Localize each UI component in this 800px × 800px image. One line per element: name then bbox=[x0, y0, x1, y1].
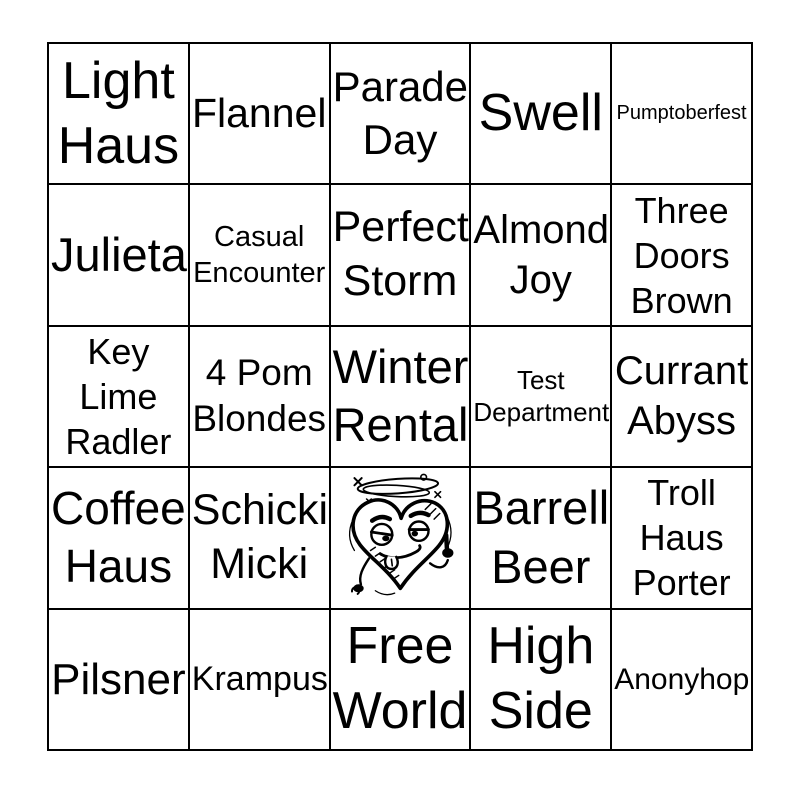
bingo-cell-r3c1[interactable] bbox=[190, 468, 329, 607]
bingo-cell-r3c0[interactable] bbox=[49, 468, 188, 607]
bingo-card bbox=[47, 42, 753, 751]
bingo-cell-label: Troll Haus Porter bbox=[632, 472, 731, 604]
bingo-cell-r1c0[interactable] bbox=[49, 185, 188, 324]
bingo-cell-r0c3[interactable] bbox=[471, 44, 610, 183]
bingo-cell-label: Casual Encounter bbox=[193, 220, 326, 290]
bingo-cell-label: Pilsner bbox=[51, 654, 186, 704]
bingo-cell-label: Schicki Micki bbox=[191, 486, 328, 588]
bingo-cell-label: Coffee Haus bbox=[51, 482, 186, 592]
bingo-cell-r0c2[interactable] bbox=[331, 44, 470, 183]
dizzy-heart-icon bbox=[333, 470, 468, 605]
bingo-cell-r1c2[interactable] bbox=[331, 185, 470, 324]
bingo-cell-r2c3[interactable] bbox=[471, 327, 610, 466]
bingo-cell-r2c0[interactable] bbox=[49, 327, 188, 466]
bingo-cell-label: Krampus bbox=[191, 660, 328, 699]
bingo-cell-r3c4[interactable] bbox=[612, 468, 751, 607]
bingo-cell-r2c4[interactable] bbox=[612, 327, 751, 466]
bingo-cell-label: Three Doors Brown bbox=[630, 189, 733, 321]
bingo-cell-label: Currant Abyss bbox=[614, 349, 749, 444]
bingo-cell-label: Parade Day bbox=[332, 63, 469, 163]
bingo-cell-r1c4[interactable] bbox=[612, 185, 751, 324]
bingo-cell-r4c2[interactable] bbox=[331, 610, 470, 749]
bingo-cell-label: Flannel bbox=[191, 90, 327, 137]
free-space-cell[interactable] bbox=[331, 468, 470, 607]
bingo-cell-r2c2[interactable] bbox=[331, 327, 470, 466]
bingo-cell-label: Winter Rental bbox=[332, 339, 469, 452]
bingo-cell-label: Almond Joy bbox=[473, 208, 610, 303]
bingo-cell-r4c4[interactable] bbox=[612, 610, 751, 749]
bingo-cell-label: Swell bbox=[478, 84, 603, 143]
bingo-cell-r4c1[interactable] bbox=[190, 610, 329, 749]
bingo-cell-label: Barrell Beer bbox=[473, 481, 610, 593]
bingo-cell-r2c1[interactable] bbox=[190, 327, 329, 466]
bingo-cell-r4c0[interactable] bbox=[49, 610, 188, 749]
bingo-cell-r1c1[interactable] bbox=[190, 185, 329, 324]
bingo-cell-label: Test Department bbox=[473, 364, 610, 428]
bingo-cell-label: Perfect Storm bbox=[332, 203, 469, 306]
bingo-cell-label: Light Haus bbox=[57, 51, 180, 175]
bingo-cell-r3c3[interactable] bbox=[471, 468, 610, 607]
bingo-cell-label: Free World bbox=[332, 617, 468, 741]
bingo-cell-label: High Side bbox=[487, 617, 595, 741]
bingo-cell-label: 4 Pom Blondes bbox=[192, 352, 327, 440]
bingo-cell-r0c1[interactable] bbox=[190, 44, 329, 183]
bingo-cell-r4c3[interactable] bbox=[471, 610, 610, 749]
bingo-cell-label: Anonyhop bbox=[614, 662, 750, 696]
bingo-cell-r1c3[interactable] bbox=[471, 185, 610, 324]
bingo-cell-label: Key Lime Radler bbox=[65, 330, 172, 462]
bingo-cell-r0c0[interactable] bbox=[49, 44, 188, 183]
bingo-cell-r0c4[interactable] bbox=[612, 44, 751, 183]
bingo-cell-label: Julieta bbox=[51, 227, 187, 281]
bingo-cell-label: Pumptoberfest bbox=[616, 102, 747, 125]
